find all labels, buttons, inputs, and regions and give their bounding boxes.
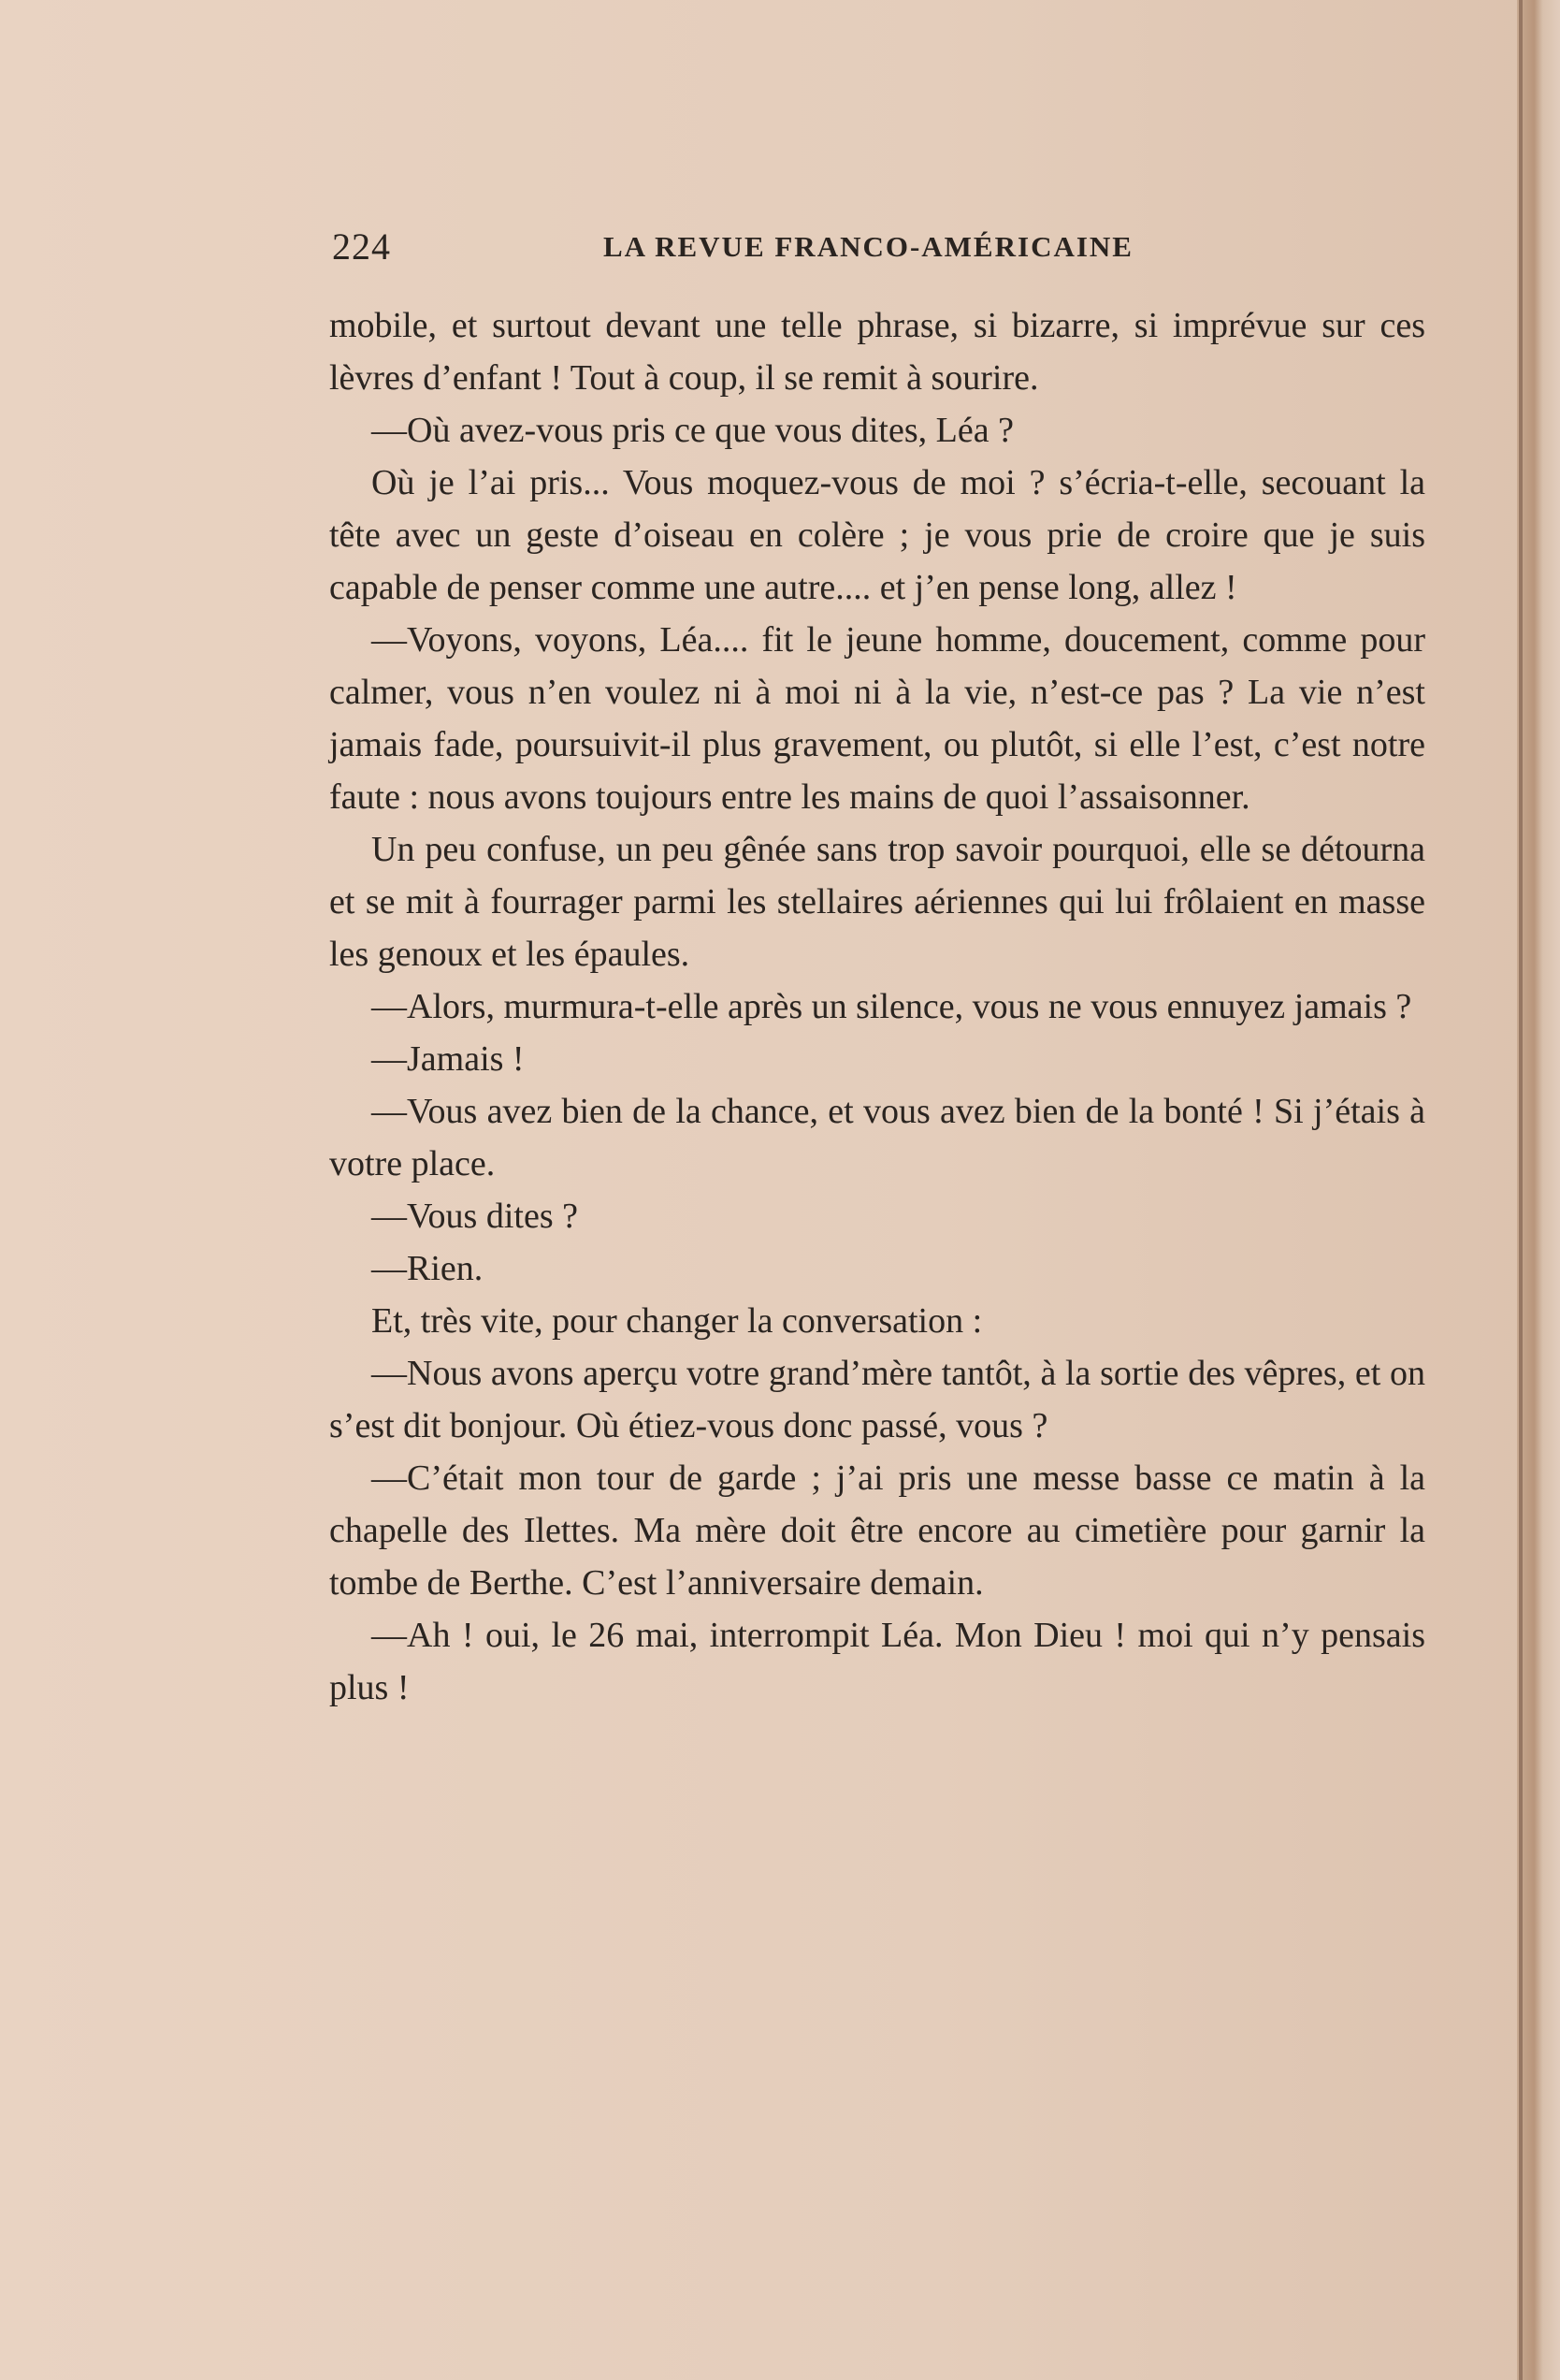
paragraph: —Vous avez bien de la chance, et vous avez bien de la bonté ! Si j’étais à votre place.: [329, 1092, 1425, 1183]
paragraph: —Voyons, voyons, Léa.... fit le jeune homme, doucement, comme pour calmer, vous n’en voulez ni à moi ni à la vie, n’est-ce pas ? La vie n’est jamais fade, poursuivit-il plus gravement, ou plutôt, si elle l’est, c’est notre faute : nous avons toujours entre les mains de quoi l’assaisonner.: [329, 620, 1425, 817]
paragraph: —C’était mon tour de garde ; j’ai pris une messe basse ce matin à la chapelle des Ilettes. Ma mère doit être encore au cimetière pour garnir la tombe de Berthe. C’est l’anniversaire demain.: [329, 1458, 1425, 1603]
paragraph: —Ah ! oui, le 26 mai, interrompit Léa. Mon Dieu ! moi qui n’y pensais plus !: [329, 1616, 1425, 1707]
binding-line: [1519, 0, 1523, 2380]
paragraph: —Où avez-vous pris ce que vous dites, Léa ?: [371, 411, 1014, 450]
body-text: [329, 299, 1425, 1714]
page-edge: [1517, 0, 1560, 2380]
paragraph: —Alors, murmura-t-elle après un silence, vous ne vous ennuyez jamais ?: [371, 987, 1412, 1026]
paragraph: —Jamais !: [371, 1039, 525, 1079]
running-title: LA REVUE FRANCO-AMÉRICAINE: [603, 230, 1134, 263]
paragraph: Où je l’ai pris... Vous moquez-vous de moi ? s’écria-t-elle, secouant la tête avec un geste d’oiseau en colère ; je vous prie de croire que je suis capable de penser comme une autre.... et j’en pense long, allez !: [329, 463, 1425, 607]
paragraph: —Rien.: [371, 1249, 484, 1288]
page-number: 224: [332, 225, 391, 268]
paragraph: mobile, et surtout devant une telle phrase, si bizarre, si imprévue sur ces lèvres d’enfant ! Tout à coup, il se remit à sourire.: [329, 306, 1425, 398]
page-header: [332, 225, 1426, 281]
paragraph: Et, très vite, pour changer la conversation :: [371, 1301, 983, 1341]
paragraph: —Nous avons aperçu votre grand’mère tantôt, à la sortie des vêpres, et on s’est dit bonjour. Où étiez-vous donc passé, vous ?: [329, 1354, 1425, 1445]
paragraph: —Vous dites ?: [371, 1197, 578, 1236]
paragraph: Un peu confuse, un peu gênée sans trop savoir pourquoi, elle se détourna et se mit à fourrager parmi les stellaires aériennes qui lui frôlaient en masse les genoux et les épaules.: [329, 830, 1425, 974]
